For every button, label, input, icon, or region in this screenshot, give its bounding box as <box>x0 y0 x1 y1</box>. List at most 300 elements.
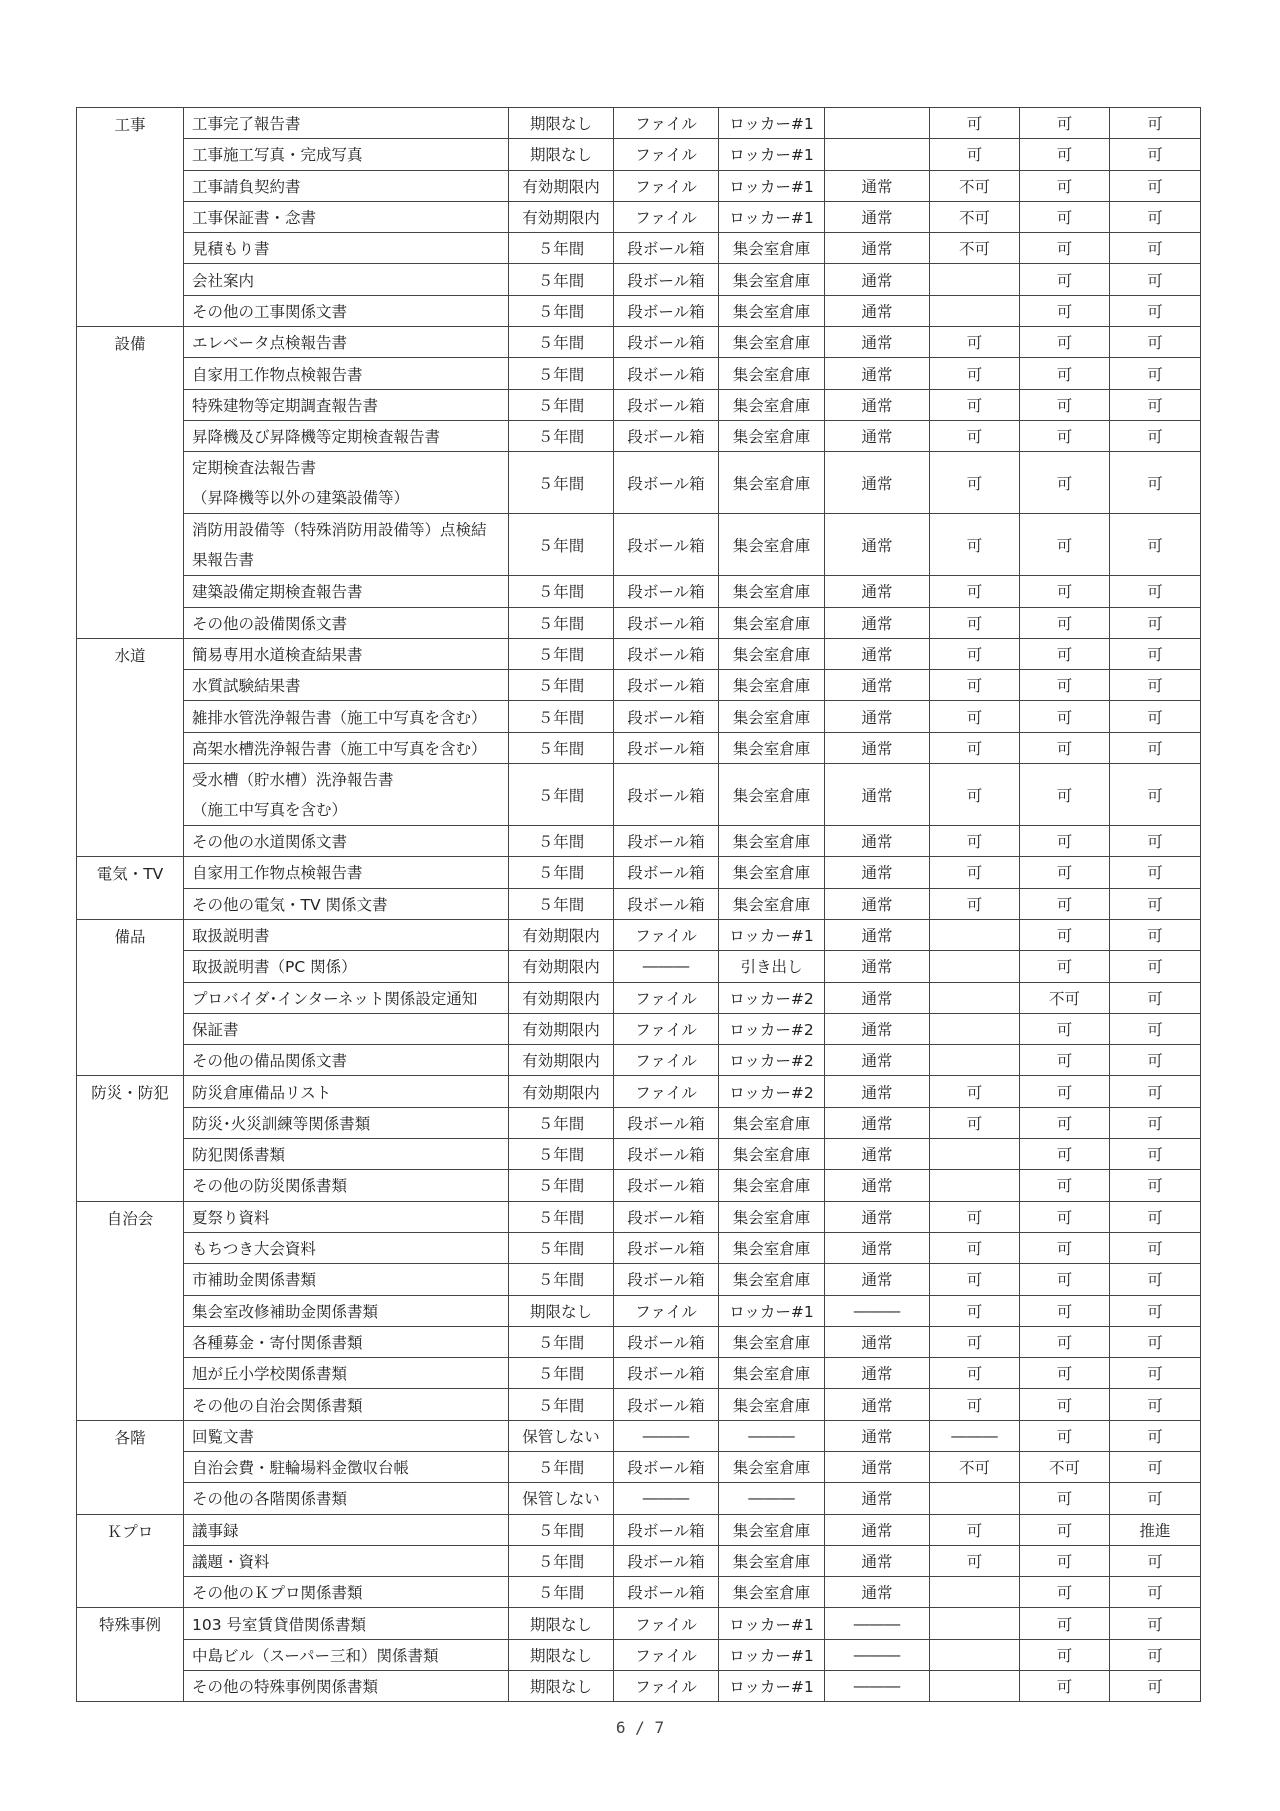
disposal-method-cell: 通常 <box>825 1170 930 1201</box>
retention-period-cell: ５年間 <box>509 1451 614 1482</box>
storage-location-cell: 集会室倉庫 <box>719 1170 825 1201</box>
retention-period-cell: 有効期限内 <box>509 951 614 982</box>
storage-location-cell: ロッカー#1 <box>719 1639 825 1670</box>
document-name-cell: 集会室改修補助金関係書類 <box>184 1295 509 1326</box>
permission-cell-a <box>930 264 1020 295</box>
category-cell: 各階 <box>77 1420 184 1514</box>
permission-cell-c: 可 <box>1110 1483 1201 1514</box>
document-name-cell: 103 号室賃貸借関係書類 <box>184 1608 509 1639</box>
document-name-cell: 受水槽（貯水槽）洗浄報告書 （施工中写真を含む） <box>184 764 509 826</box>
storage-location-cell: 集会室倉庫 <box>719 701 825 732</box>
disposal-method-cell: ――― <box>825 1639 930 1670</box>
permission-cell-c: 可 <box>1110 982 1201 1013</box>
storage-medium-cell: ファイル <box>614 982 719 1013</box>
document-name-cell: 取扱説明書 <box>184 919 509 950</box>
permission-cell-a: 可 <box>930 701 1020 732</box>
storage-medium-cell: ファイル <box>614 919 719 950</box>
storage-medium-cell: 段ボール箱 <box>614 607 719 638</box>
permission-cell-a: 可 <box>930 1295 1020 1326</box>
storage-location-cell: ロッカー#1 <box>719 1608 825 1639</box>
permission-cell-c: 可 <box>1110 201 1201 232</box>
permission-cell-b: 可 <box>1020 389 1110 420</box>
permission-cell-a: 可 <box>930 1264 1020 1295</box>
retention-period-cell: ５年間 <box>509 327 614 358</box>
disposal-method-cell: 通常 <box>825 919 930 950</box>
table-row <box>77 327 1201 358</box>
permission-cell-a: 可 <box>930 1076 1020 1107</box>
document-name-cell: 会社案内 <box>184 264 509 295</box>
storage-medium-cell: 段ボール箱 <box>614 1170 719 1201</box>
document-name-cell: 回覧文書 <box>184 1420 509 1451</box>
disposal-method-cell: 通常 <box>825 1045 930 1076</box>
category-cell: Ｋプロ <box>77 1514 184 1608</box>
retention-period-cell: ５年間 <box>509 452 614 514</box>
retention-period-cell: ５年間 <box>509 358 614 389</box>
permission-cell-a <box>930 1170 1020 1201</box>
retention-period-cell: 期限なし <box>509 1671 614 1702</box>
page-number: 6 / 7 <box>615 1718 665 1737</box>
disposal-method-cell: 通常 <box>825 888 930 919</box>
storage-medium-cell: 段ボール箱 <box>614 1577 719 1608</box>
permission-cell-a: 可 <box>930 638 1020 669</box>
document-name-cell: 特殊建物等定期調査報告書 <box>184 389 509 420</box>
permission-cell-a <box>930 919 1020 950</box>
disposal-method-cell: 通常 <box>825 420 930 451</box>
disposal-method-cell: 通常 <box>825 1139 930 1170</box>
table-row <box>77 1013 1201 1044</box>
permission-cell-c: 可 <box>1110 1577 1201 1608</box>
table-row <box>77 108 1201 139</box>
retention-period-cell: ５年間 <box>509 732 614 763</box>
disposal-method-cell: 通常 <box>825 764 930 826</box>
permission-cell-b: 可 <box>1020 1389 1110 1420</box>
disposal-method-cell: 通常 <box>825 201 930 232</box>
permission-cell-c: 可 <box>1110 420 1201 451</box>
table-row <box>77 420 1201 451</box>
permission-cell-a: 不可 <box>930 233 1020 264</box>
document-name-cell: 工事施工写真・完成写真 <box>184 139 509 170</box>
category-cell: 電気・TV <box>77 857 184 920</box>
permission-cell-a: 可 <box>930 670 1020 701</box>
table-row <box>77 1358 1201 1389</box>
document-name-cell: その他のＫプロ関係書類 <box>184 1577 509 1608</box>
permission-cell-b: 不可 <box>1020 982 1110 1013</box>
permission-cell-b: 可 <box>1020 1264 1110 1295</box>
table-row <box>77 1139 1201 1170</box>
permission-cell-b: 可 <box>1020 1076 1110 1107</box>
table-row <box>77 1045 1201 1076</box>
document-name-cell: その他の自治会関係書類 <box>184 1389 509 1420</box>
storage-medium-cell: 段ボール箱 <box>614 452 719 514</box>
permission-cell-b: 不可 <box>1020 1451 1110 1482</box>
storage-medium-cell: 段ボール箱 <box>614 1264 719 1295</box>
permission-cell-a <box>930 1045 1020 1076</box>
document-name-cell: 取扱説明書（PC 関係） <box>184 951 509 982</box>
permission-cell-b: 可 <box>1020 1013 1110 1044</box>
permission-cell-c: 可 <box>1110 1326 1201 1357</box>
permission-cell-c: 可 <box>1110 1013 1201 1044</box>
permission-cell-c: 可 <box>1110 264 1201 295</box>
table-row <box>77 1201 1201 1232</box>
permission-cell-b: 可 <box>1020 1201 1110 1232</box>
table-row <box>77 295 1201 326</box>
retention-period-cell: 有効期限内 <box>509 1076 614 1107</box>
storage-medium-cell: ファイル <box>614 201 719 232</box>
document-name-cell: 自家用工作物点検報告書 <box>184 857 509 888</box>
disposal-method-cell: 通常 <box>825 826 930 857</box>
storage-location-cell: ロッカー#1 <box>719 201 825 232</box>
permission-cell-c: 可 <box>1110 607 1201 638</box>
disposal-method-cell: 通常 <box>825 1483 930 1514</box>
disposal-method-cell: 通常 <box>825 1232 930 1263</box>
storage-location-cell: 集会室倉庫 <box>719 327 825 358</box>
permission-cell-a: 不可 <box>930 1451 1020 1482</box>
storage-location-cell: ロッカー#2 <box>719 1045 825 1076</box>
table-row <box>77 1295 1201 1326</box>
permission-cell-c: 可 <box>1110 108 1201 139</box>
table-row <box>77 389 1201 420</box>
storage-location-cell: 集会室倉庫 <box>719 1545 825 1576</box>
storage-medium-cell: 段ボール箱 <box>614 670 719 701</box>
storage-medium-cell: 段ボール箱 <box>614 389 719 420</box>
storage-location-cell: 集会室倉庫 <box>719 1389 825 1420</box>
storage-medium-cell: 段ボール箱 <box>614 1201 719 1232</box>
storage-medium-cell: 段ボール箱 <box>614 576 719 607</box>
retention-period-cell: ５年間 <box>509 1232 614 1263</box>
permission-cell-c: 可 <box>1110 1076 1201 1107</box>
permission-cell-b: 可 <box>1020 1232 1110 1263</box>
disposal-method-cell: 通常 <box>825 170 930 201</box>
storage-medium-cell: ファイル <box>614 1639 719 1670</box>
permission-cell-c: 可 <box>1110 1451 1201 1482</box>
table-row <box>77 1545 1201 1576</box>
permission-cell-a: 可 <box>930 1232 1020 1263</box>
permission-cell-c: 可 <box>1110 732 1201 763</box>
permission-cell-a <box>930 1139 1020 1170</box>
permission-cell-b: 可 <box>1020 295 1110 326</box>
retention-period-cell: 期限なし <box>509 1608 614 1639</box>
retention-period-cell: ５年間 <box>509 1577 614 1608</box>
permission-cell-b: 可 <box>1020 1483 1110 1514</box>
permission-cell-c: 可 <box>1110 295 1201 326</box>
storage-location-cell: 集会室倉庫 <box>719 576 825 607</box>
table-row <box>77 732 1201 763</box>
permission-cell-b: 可 <box>1020 1671 1110 1702</box>
document-name-cell: 防災･火災訓練等関係書類 <box>184 1107 509 1138</box>
permission-cell-b: 可 <box>1020 951 1110 982</box>
storage-medium-cell: 段ボール箱 <box>614 764 719 826</box>
storage-location-cell: ロッカー#2 <box>719 982 825 1013</box>
permission-cell-c: 可 <box>1110 670 1201 701</box>
permission-cell-a: 可 <box>930 826 1020 857</box>
retention-period-cell: 保管しない <box>509 1420 614 1451</box>
document-name-cell: 高架水槽洗浄報告書（施工中写真を含む） <box>184 732 509 763</box>
storage-medium-cell: 段ボール箱 <box>614 1139 719 1170</box>
storage-medium-cell: ファイル <box>614 1295 719 1326</box>
retention-period-cell: ５年間 <box>509 1264 614 1295</box>
permission-cell-a: 可 <box>930 1389 1020 1420</box>
permission-cell-b: 可 <box>1020 1107 1110 1138</box>
storage-medium-cell: ファイル <box>614 1076 719 1107</box>
permission-cell-a: 可 <box>930 358 1020 389</box>
retention-period-cell: ５年間 <box>509 1545 614 1576</box>
category-cell: 設備 <box>77 327 184 639</box>
storage-location-cell: 集会室倉庫 <box>719 1514 825 1545</box>
permission-cell-b: 可 <box>1020 888 1110 919</box>
storage-location-cell: 集会室倉庫 <box>719 295 825 326</box>
storage-medium-cell: ファイル <box>614 1671 719 1702</box>
permission-cell-c: 可 <box>1110 1264 1201 1295</box>
storage-location-cell: 集会室倉庫 <box>719 1577 825 1608</box>
storage-location-cell: ロッカー#1 <box>719 170 825 201</box>
storage-location-cell: 集会室倉庫 <box>719 1201 825 1232</box>
storage-location-cell: ――― <box>719 1420 825 1451</box>
storage-medium-cell: ファイル <box>614 1045 719 1076</box>
permission-cell-c: 可 <box>1110 919 1201 950</box>
permission-cell-a <box>930 982 1020 1013</box>
storage-location-cell: 集会室倉庫 <box>719 264 825 295</box>
disposal-method-cell: 通常 <box>825 1013 930 1044</box>
table-row <box>77 576 1201 607</box>
document-retention-table <box>76 107 1201 1702</box>
document-name-cell: その他の工事関係文書 <box>184 295 509 326</box>
retention-period-cell: ５年間 <box>509 1201 614 1232</box>
permission-cell-c: 可 <box>1110 857 1201 888</box>
table-row <box>77 982 1201 1013</box>
table-row <box>77 670 1201 701</box>
permission-cell-b: 可 <box>1020 1045 1110 1076</box>
permission-cell-c: 推進 <box>1110 1514 1201 1545</box>
disposal-method-cell: 通常 <box>825 951 930 982</box>
category-cell: 特殊事例 <box>77 1608 184 1702</box>
storage-medium-cell: ファイル <box>614 108 719 139</box>
retention-period-cell: ５年間 <box>509 1139 614 1170</box>
table-row <box>77 1107 1201 1138</box>
permission-cell-b: 可 <box>1020 1608 1110 1639</box>
storage-location-cell: ロッカー#1 <box>719 919 825 950</box>
storage-medium-cell: 段ボール箱 <box>614 264 719 295</box>
permission-cell-a: 不可 <box>930 170 1020 201</box>
storage-medium-cell: 段ボール箱 <box>614 701 719 732</box>
table-row <box>77 857 1201 888</box>
table-row <box>77 1451 1201 1482</box>
permission-cell-b: 可 <box>1020 857 1110 888</box>
document-name-cell: 各種募金・寄付関係書類 <box>184 1326 509 1357</box>
document-name-cell: 防犯関係書類 <box>184 1139 509 1170</box>
storage-medium-cell: 段ボール箱 <box>614 233 719 264</box>
table-row <box>77 1671 1201 1702</box>
table-row <box>77 1170 1201 1201</box>
storage-location-cell: 集会室倉庫 <box>719 1139 825 1170</box>
table-row <box>77 358 1201 389</box>
permission-cell-b: 可 <box>1020 1139 1110 1170</box>
permission-cell-a: 可 <box>930 514 1020 576</box>
permission-cell-c: 可 <box>1110 1201 1201 1232</box>
permission-cell-b: 可 <box>1020 732 1110 763</box>
retention-period-cell: 有効期限内 <box>509 1013 614 1044</box>
permission-cell-c: 可 <box>1110 1107 1201 1138</box>
disposal-method-cell: 通常 <box>825 1545 930 1576</box>
document-name-cell: 自家用工作物点検報告書 <box>184 358 509 389</box>
permission-cell-a <box>930 1013 1020 1044</box>
disposal-method-cell: 通常 <box>825 358 930 389</box>
permission-cell-c: 可 <box>1110 514 1201 576</box>
storage-location-cell: 集会室倉庫 <box>719 670 825 701</box>
permission-cell-a: 可 <box>930 576 1020 607</box>
permission-cell-b: 可 <box>1020 264 1110 295</box>
permission-cell-a: 可 <box>930 732 1020 763</box>
document-name-cell: その他の防災関係書類 <box>184 1170 509 1201</box>
retention-period-cell: ５年間 <box>509 514 614 576</box>
retention-period-cell: ５年間 <box>509 1170 614 1201</box>
permission-cell-a: 可 <box>930 764 1020 826</box>
table-row <box>77 1264 1201 1295</box>
permission-cell-b: 可 <box>1020 1295 1110 1326</box>
table-row <box>77 201 1201 232</box>
storage-location-cell: 集会室倉庫 <box>719 1264 825 1295</box>
permission-cell-a: 可 <box>930 1326 1020 1357</box>
retention-period-cell: 期限なし <box>509 1639 614 1670</box>
retention-period-cell: 期限なし <box>509 108 614 139</box>
document-name-cell: 中島ビル（スーパー三和）関係書類 <box>184 1639 509 1670</box>
table-row <box>77 1232 1201 1263</box>
retention-period-cell: ５年間 <box>509 857 614 888</box>
category-cell: 水道 <box>77 638 184 856</box>
table-row <box>77 919 1201 950</box>
retention-period-cell: 有効期限内 <box>509 982 614 1013</box>
document-name-cell: 簡易専用水道検査結果書 <box>184 638 509 669</box>
storage-location-cell: 集会室倉庫 <box>719 607 825 638</box>
retention-period-cell: ５年間 <box>509 389 614 420</box>
table-row <box>77 1483 1201 1514</box>
storage-medium-cell: 段ボール箱 <box>614 1451 719 1482</box>
storage-location-cell: 集会室倉庫 <box>719 452 825 514</box>
document-name-cell: 工事請負契約書 <box>184 170 509 201</box>
disposal-method-cell: 通常 <box>825 732 930 763</box>
document-name-cell: 見積もり書 <box>184 233 509 264</box>
table-row <box>77 638 1201 669</box>
storage-location-cell: 集会室倉庫 <box>719 389 825 420</box>
permission-cell-b: 可 <box>1020 1420 1110 1451</box>
disposal-method-cell: 通常 <box>825 607 930 638</box>
disposal-method-cell: 通常 <box>825 389 930 420</box>
storage-location-cell: ロッカー#1 <box>719 108 825 139</box>
disposal-method-cell: ――― <box>825 1295 930 1326</box>
table-row <box>77 1389 1201 1420</box>
retention-period-cell: ５年間 <box>509 888 614 919</box>
permission-cell-c: 可 <box>1110 1170 1201 1201</box>
document-name-cell: 夏祭り資料 <box>184 1201 509 1232</box>
permission-cell-a <box>930 1577 1020 1608</box>
table-row <box>77 1577 1201 1608</box>
table-row <box>77 888 1201 919</box>
storage-medium-cell: 段ボール箱 <box>614 1358 719 1389</box>
retention-period-cell: 有効期限内 <box>509 1045 614 1076</box>
permission-cell-c: 可 <box>1110 1608 1201 1639</box>
permission-cell-a: 可 <box>930 607 1020 638</box>
table-row <box>77 1514 1201 1545</box>
permission-cell-c: 可 <box>1110 1671 1201 1702</box>
retention-period-cell: ５年間 <box>509 576 614 607</box>
permission-cell-a <box>930 951 1020 982</box>
retention-period-cell: ５年間 <box>509 1358 614 1389</box>
permission-cell-b: 可 <box>1020 1170 1110 1201</box>
disposal-method-cell: 通常 <box>825 295 930 326</box>
permission-cell-c: 可 <box>1110 170 1201 201</box>
permission-cell-a: 可 <box>930 108 1020 139</box>
permission-cell-b: 可 <box>1020 452 1110 514</box>
permission-cell-a <box>930 1671 1020 1702</box>
disposal-method-cell: ――― <box>825 1608 930 1639</box>
permission-cell-a <box>930 1608 1020 1639</box>
storage-location-cell: 集会室倉庫 <box>719 420 825 451</box>
disposal-method-cell: 通常 <box>825 514 930 576</box>
retention-period-cell: ５年間 <box>509 826 614 857</box>
storage-location-cell: ――― <box>719 1483 825 1514</box>
permission-cell-c: 可 <box>1110 1295 1201 1326</box>
permission-cell-c: 可 <box>1110 701 1201 732</box>
permission-cell-b: 可 <box>1020 1577 1110 1608</box>
retention-period-cell: 有効期限内 <box>509 170 614 201</box>
permission-cell-a: 可 <box>930 857 1020 888</box>
table-row <box>77 764 1201 826</box>
permission-cell-a: 可 <box>930 327 1020 358</box>
storage-medium-cell: 段ボール箱 <box>614 638 719 669</box>
document-name-cell: 保証書 <box>184 1013 509 1044</box>
disposal-method-cell: 通常 <box>825 982 930 1013</box>
table-row <box>77 951 1201 982</box>
permission-cell-a: 可 <box>930 1201 1020 1232</box>
storage-location-cell: 集会室倉庫 <box>719 1232 825 1263</box>
document-name-cell: その他の備品関係文書 <box>184 1045 509 1076</box>
retention-period-cell: ５年間 <box>509 420 614 451</box>
permission-cell-b: 可 <box>1020 576 1110 607</box>
permission-cell-b: 可 <box>1020 108 1110 139</box>
table-row <box>77 607 1201 638</box>
document-name-cell: エレベータ点検報告書 <box>184 327 509 358</box>
table-row <box>77 452 1201 514</box>
disposal-method-cell: 通常 <box>825 638 930 669</box>
document-name-cell: 旭が丘小学校関係書類 <box>184 1358 509 1389</box>
permission-cell-c: 可 <box>1110 764 1201 826</box>
permission-cell-a: 不可 <box>930 201 1020 232</box>
permission-cell-c: 可 <box>1110 888 1201 919</box>
storage-medium-cell: 段ボール箱 <box>614 888 719 919</box>
document-name-cell: プロバイダ･インターネット関係設定通知 <box>184 982 509 1013</box>
table-row <box>77 264 1201 295</box>
document-name-cell: その他の設備関係文書 <box>184 607 509 638</box>
retention-period-cell: 期限なし <box>509 1295 614 1326</box>
document-name-cell: その他の水道関係文書 <box>184 826 509 857</box>
storage-medium-cell: ファイル <box>614 1013 719 1044</box>
storage-medium-cell: 段ボール箱 <box>614 826 719 857</box>
permission-cell-c: 可 <box>1110 1639 1201 1670</box>
retention-period-cell: ５年間 <box>509 670 614 701</box>
storage-medium-cell: 段ボール箱 <box>614 1545 719 1576</box>
document-name-cell: 市補助金関係書類 <box>184 1264 509 1295</box>
document-name-cell: 議事録 <box>184 1514 509 1545</box>
disposal-method-cell: 通常 <box>825 670 930 701</box>
category-cell: 備品 <box>77 919 184 1075</box>
storage-medium-cell: 段ボール箱 <box>614 1389 719 1420</box>
storage-medium-cell: 段ボール箱 <box>614 327 719 358</box>
storage-medium-cell: ――― <box>614 951 719 982</box>
document-name-cell: 水質試験結果書 <box>184 670 509 701</box>
disposal-method-cell: 通常 <box>825 1201 930 1232</box>
storage-location-cell: ロッカー#2 <box>719 1076 825 1107</box>
permission-cell-b: 可 <box>1020 607 1110 638</box>
permission-cell-a <box>930 1639 1020 1670</box>
